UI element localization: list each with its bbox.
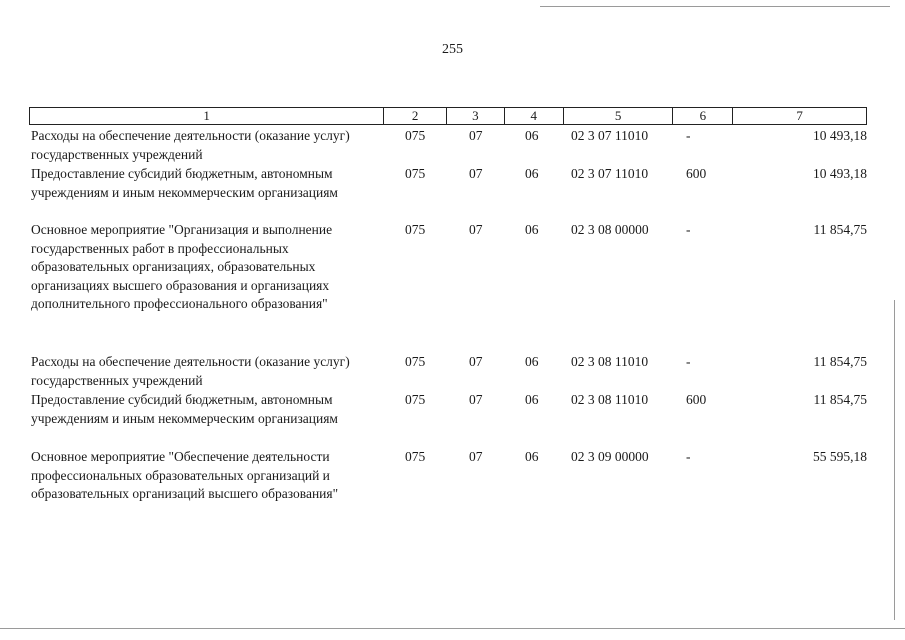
row-code-5: 02 3 09 00000 [571, 449, 649, 464]
row-code-5: 02 3 07 11010 [571, 128, 649, 143]
row-code-3: 07 [469, 449, 483, 464]
row-name: Предоставление субсидий бюджетным, автономным учреждениям и иным некоммерческим организациям [31, 392, 338, 426]
row-code-6: - [686, 354, 691, 369]
row-amount: 10 493,18 [813, 166, 867, 181]
page-number: 255 [442, 42, 463, 57]
row-name: Расходы на обеспечение деятельности (оказание услуг) государственных учреждений [31, 354, 350, 388]
row-name: Предоставление субсидий бюджетным, автономным учреждениям и иным некоммерческим организациям [31, 166, 338, 200]
row-code-4: 06 [525, 449, 539, 464]
row-code-5: 02 3 07 11010 [571, 166, 649, 181]
scan-edge-top [540, 6, 890, 7]
row-code-3: 07 [469, 128, 483, 143]
row-name: Расходы на обеспечение деятельности (оказание услуг) государственных учреждений [31, 128, 350, 162]
row-code-3: 07 [469, 222, 483, 237]
row-code-5: 02 3 08 11010 [571, 354, 649, 369]
row-code-2: 075 [405, 166, 426, 181]
row-code-3: 07 [469, 354, 483, 369]
row-amount: 55 595,18 [813, 449, 867, 464]
row-amount: 10 493,18 [813, 128, 867, 143]
scan-edge-right [894, 300, 895, 620]
row-code-3: 07 [469, 166, 483, 181]
row-code-6: 600 [686, 392, 707, 407]
row-code-6: - [686, 222, 691, 237]
row-code-5: 02 3 08 11010 [571, 392, 649, 407]
header-col-6: 6 [673, 108, 733, 124]
row-code-2: 075 [405, 392, 426, 407]
scan-edge-bottom [0, 628, 905, 629]
row-amount: 11 854,75 [813, 392, 867, 407]
header-col-4: 4 [505, 108, 564, 124]
row-code-3: 07 [469, 392, 483, 407]
row-amount: 11 854,75 [813, 354, 867, 369]
row-code-2: 075 [405, 222, 426, 237]
row-code-4: 06 [525, 128, 539, 143]
row-code-6: - [686, 449, 691, 464]
row-code-4: 06 [525, 166, 539, 181]
row-code-2: 075 [405, 354, 426, 369]
header-col-5: 5 [564, 108, 674, 124]
table-header [29, 107, 867, 125]
row-code-4: 06 [525, 354, 539, 369]
row-code-2: 075 [405, 449, 426, 464]
row-name: Основное мероприятие "Обеспечение деятельности профессиональных образовательных организаций и образовательных организаций высшего образования" [31, 449, 339, 501]
row-code-6: - [686, 128, 691, 143]
header-col-1: 1 [30, 108, 384, 124]
row-code-4: 06 [525, 392, 539, 407]
header-col-7: 7 [796, 108, 803, 123]
header-col-3: 3 [447, 108, 505, 124]
row-code-2: 075 [405, 128, 426, 143]
row-code-4: 06 [525, 222, 539, 237]
row-amount: 11 854,75 [813, 222, 867, 237]
row-code-5: 02 3 08 00000 [571, 222, 649, 237]
header-col-2: 2 [384, 108, 447, 124]
row-name: Основное мероприятие "Организация и выполнение государственных работ в профессиональных образовательных организациях, образовательных организациях высшего образования и организациях дополнительного профессионального образования" [31, 222, 333, 311]
row-code-6: 600 [686, 166, 707, 181]
